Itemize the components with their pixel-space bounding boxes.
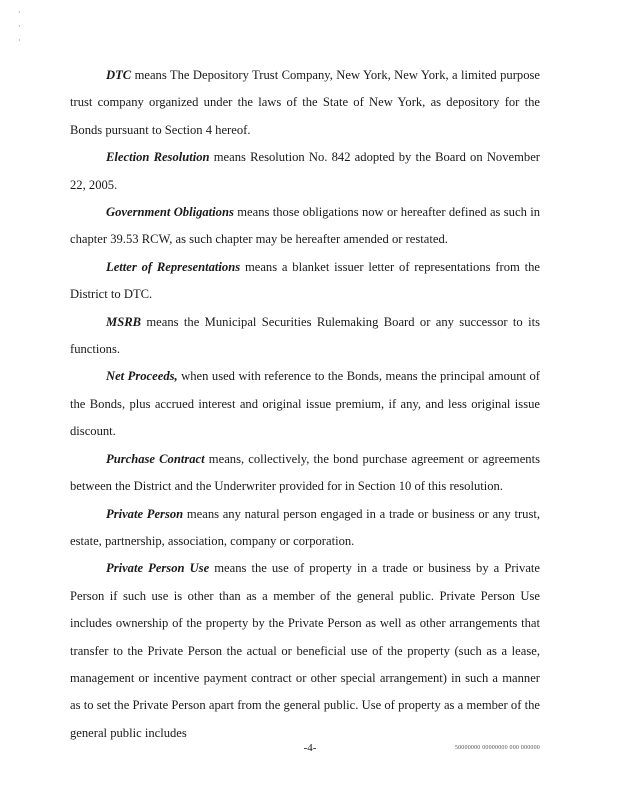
definition-term: MSRB xyxy=(106,314,142,329)
definition-term: Election Resolution xyxy=(106,150,210,165)
definition-dtc xyxy=(70,62,540,144)
definition-text: means the use of property in a trade or business by a Private Person if such use is other than as a member of the general public. Private Person Use includes ownership of the property by the Private Person as well as other arrangements that transfer to the Private Person the actual or beneficial use of the property (such as a lease, management or incentive payment contract or other special arrangement) in such a manner as to set the Private Person apart from the general public. Use of property as a member of the general public includes xyxy=(70,561,540,740)
definition-text: means Resolution No. 842 adopted by the Board on November 22, 2005. xyxy=(70,150,540,192)
definition-text: when used with reference to the Bonds, means the principal amount of the Bonds, plus accrued interest and original issue premium, if any, and less original issue discount. xyxy=(70,369,541,439)
definition-term: Letter of Representations xyxy=(106,259,241,274)
margin-mark: · xyxy=(18,36,21,45)
definition-letter-of-representations xyxy=(70,254,540,309)
margin-mark: · xyxy=(18,22,21,31)
margin-marks xyxy=(18,6,30,48)
definition-government-obligations xyxy=(70,199,540,254)
definition-term: Private Person Use xyxy=(106,561,210,576)
definition-text: means those obligations now or hereafter defined as such in chapter 39.53 RCW, as such chapter may be hereafter amended or restated. xyxy=(70,205,540,247)
document-reference: 50000000 00000000 000 000000 xyxy=(454,745,540,751)
margin-mark: · xyxy=(18,8,21,17)
definition-private-person-use xyxy=(70,555,540,747)
definition-text: means the Municipal Securities Rulemaking Board or any successor to its functions. xyxy=(70,314,540,357)
definition-term: Net Proceeds, xyxy=(106,369,178,384)
definition-term: Purchase Contract xyxy=(106,451,205,466)
definition-msrb xyxy=(70,309,540,364)
definition-term: Private Person xyxy=(106,506,184,521)
definition-election-resolution xyxy=(70,144,540,199)
definitions-body xyxy=(70,62,540,747)
definition-net-proceeds xyxy=(70,363,540,445)
definition-term: DTC xyxy=(106,68,132,82)
definition-text: means, collectively, the bond purchase agreement or agreements between the District and the Underwriter provided for in Section 10 of this resolution. xyxy=(70,451,540,494)
definition-term: Government Obligations xyxy=(106,205,234,220)
definition-text: means The Depository Trust Company, New York, New York, a limited purpose trust company organized under the laws of the State of New York, as depository for the Bonds pursuant to Section 4 hereof. xyxy=(70,68,540,137)
definition-text: means a blanket issuer letter of representations from the District to DTC. xyxy=(70,259,541,302)
page-number: -4- xyxy=(303,742,317,754)
definition-purchase-contract xyxy=(70,446,540,501)
definition-text: means any natural person engaged in a trade or business or any trust, estate, partnership, association, company or corporation. xyxy=(70,506,540,548)
definition-private-person xyxy=(70,501,540,556)
